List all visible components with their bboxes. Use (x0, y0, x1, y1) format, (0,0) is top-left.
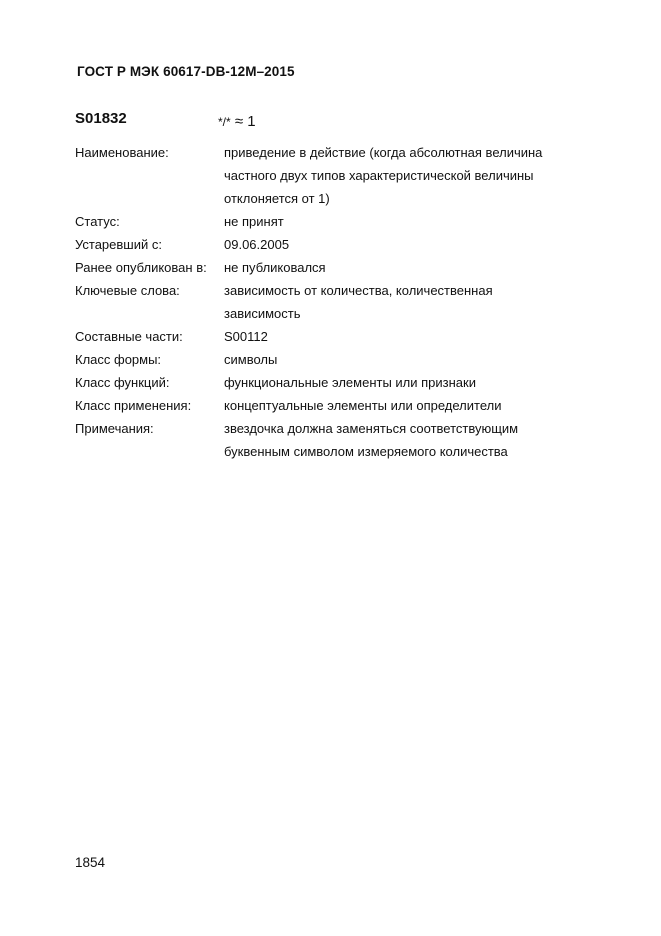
formula-prefix: */* (218, 115, 231, 129)
attribute-value (224, 279, 493, 325)
attribute-row (75, 233, 595, 256)
attribute-value-line: 09.06.2005 (224, 237, 290, 252)
attribute-label: Класс применения: (75, 398, 192, 413)
attribute-label: Ключевые слова: (75, 283, 180, 298)
attribute-row (75, 348, 595, 371)
attribute-value-line: зависимость (224, 306, 301, 321)
attribute-value-line: S00112 (224, 329, 268, 344)
symbol-code: S01832 (75, 110, 127, 127)
attribute-value-line: не принят (224, 214, 284, 229)
attribute-value-line: приведение в действие (когда абсолютная величина (224, 145, 543, 160)
attribute-value-line: буквенным символом измеряемого количества (224, 444, 508, 459)
attribute-value-line: концептуальные элементы или определители (224, 398, 502, 413)
attribute-label: Устаревший с: (75, 237, 162, 252)
attribute-value (224, 348, 277, 371)
page-number: 1854 (75, 855, 106, 870)
attribute-list (75, 141, 595, 463)
attribute-row (75, 210, 595, 233)
attribute-label: Примечания: (75, 421, 154, 436)
symbol-formula (218, 113, 256, 130)
attribute-row (75, 394, 595, 417)
attribute-value (224, 233, 289, 256)
attribute-label: Класс формы: (75, 352, 162, 367)
formula-rest: ≈ 1 (230, 113, 256, 130)
attribute-label: Класс функций: (75, 375, 170, 390)
attribute-row (75, 256, 595, 279)
attribute-label: Статус: (75, 214, 120, 229)
attribute-value-line: функциональные элементы или признаки (224, 375, 476, 390)
attribute-value-line: частного двух типов характеристической величины (224, 168, 534, 183)
attribute-value-line: отклоняется от 1) (224, 191, 330, 206)
attribute-value-line: символы (224, 352, 278, 367)
attribute-row (75, 371, 595, 394)
document-header: ГОСТ Р МЭК 60617-DB-12M–2015 (77, 64, 295, 79)
attribute-value-line: не публиковался (224, 260, 326, 275)
attribute-value (224, 394, 502, 417)
attribute-value (224, 325, 268, 348)
attribute-value (224, 371, 476, 394)
attribute-label: Составные части: (75, 329, 183, 344)
attribute-label: Наименование: (75, 145, 169, 160)
attribute-row (75, 141, 595, 210)
attribute-row (75, 417, 595, 463)
attribute-value-line: зависимость от количества, количественная (224, 283, 493, 298)
attribute-value (224, 210, 284, 233)
attribute-value (224, 417, 518, 463)
attribute-label: Ранее опубликован в: (75, 260, 207, 275)
attribute-value (224, 141, 542, 210)
attribute-row (75, 325, 595, 348)
attribute-row (75, 279, 595, 325)
attribute-value-line: звездочка должна заменяться соответствующим (224, 421, 519, 436)
attribute-value (224, 256, 326, 279)
